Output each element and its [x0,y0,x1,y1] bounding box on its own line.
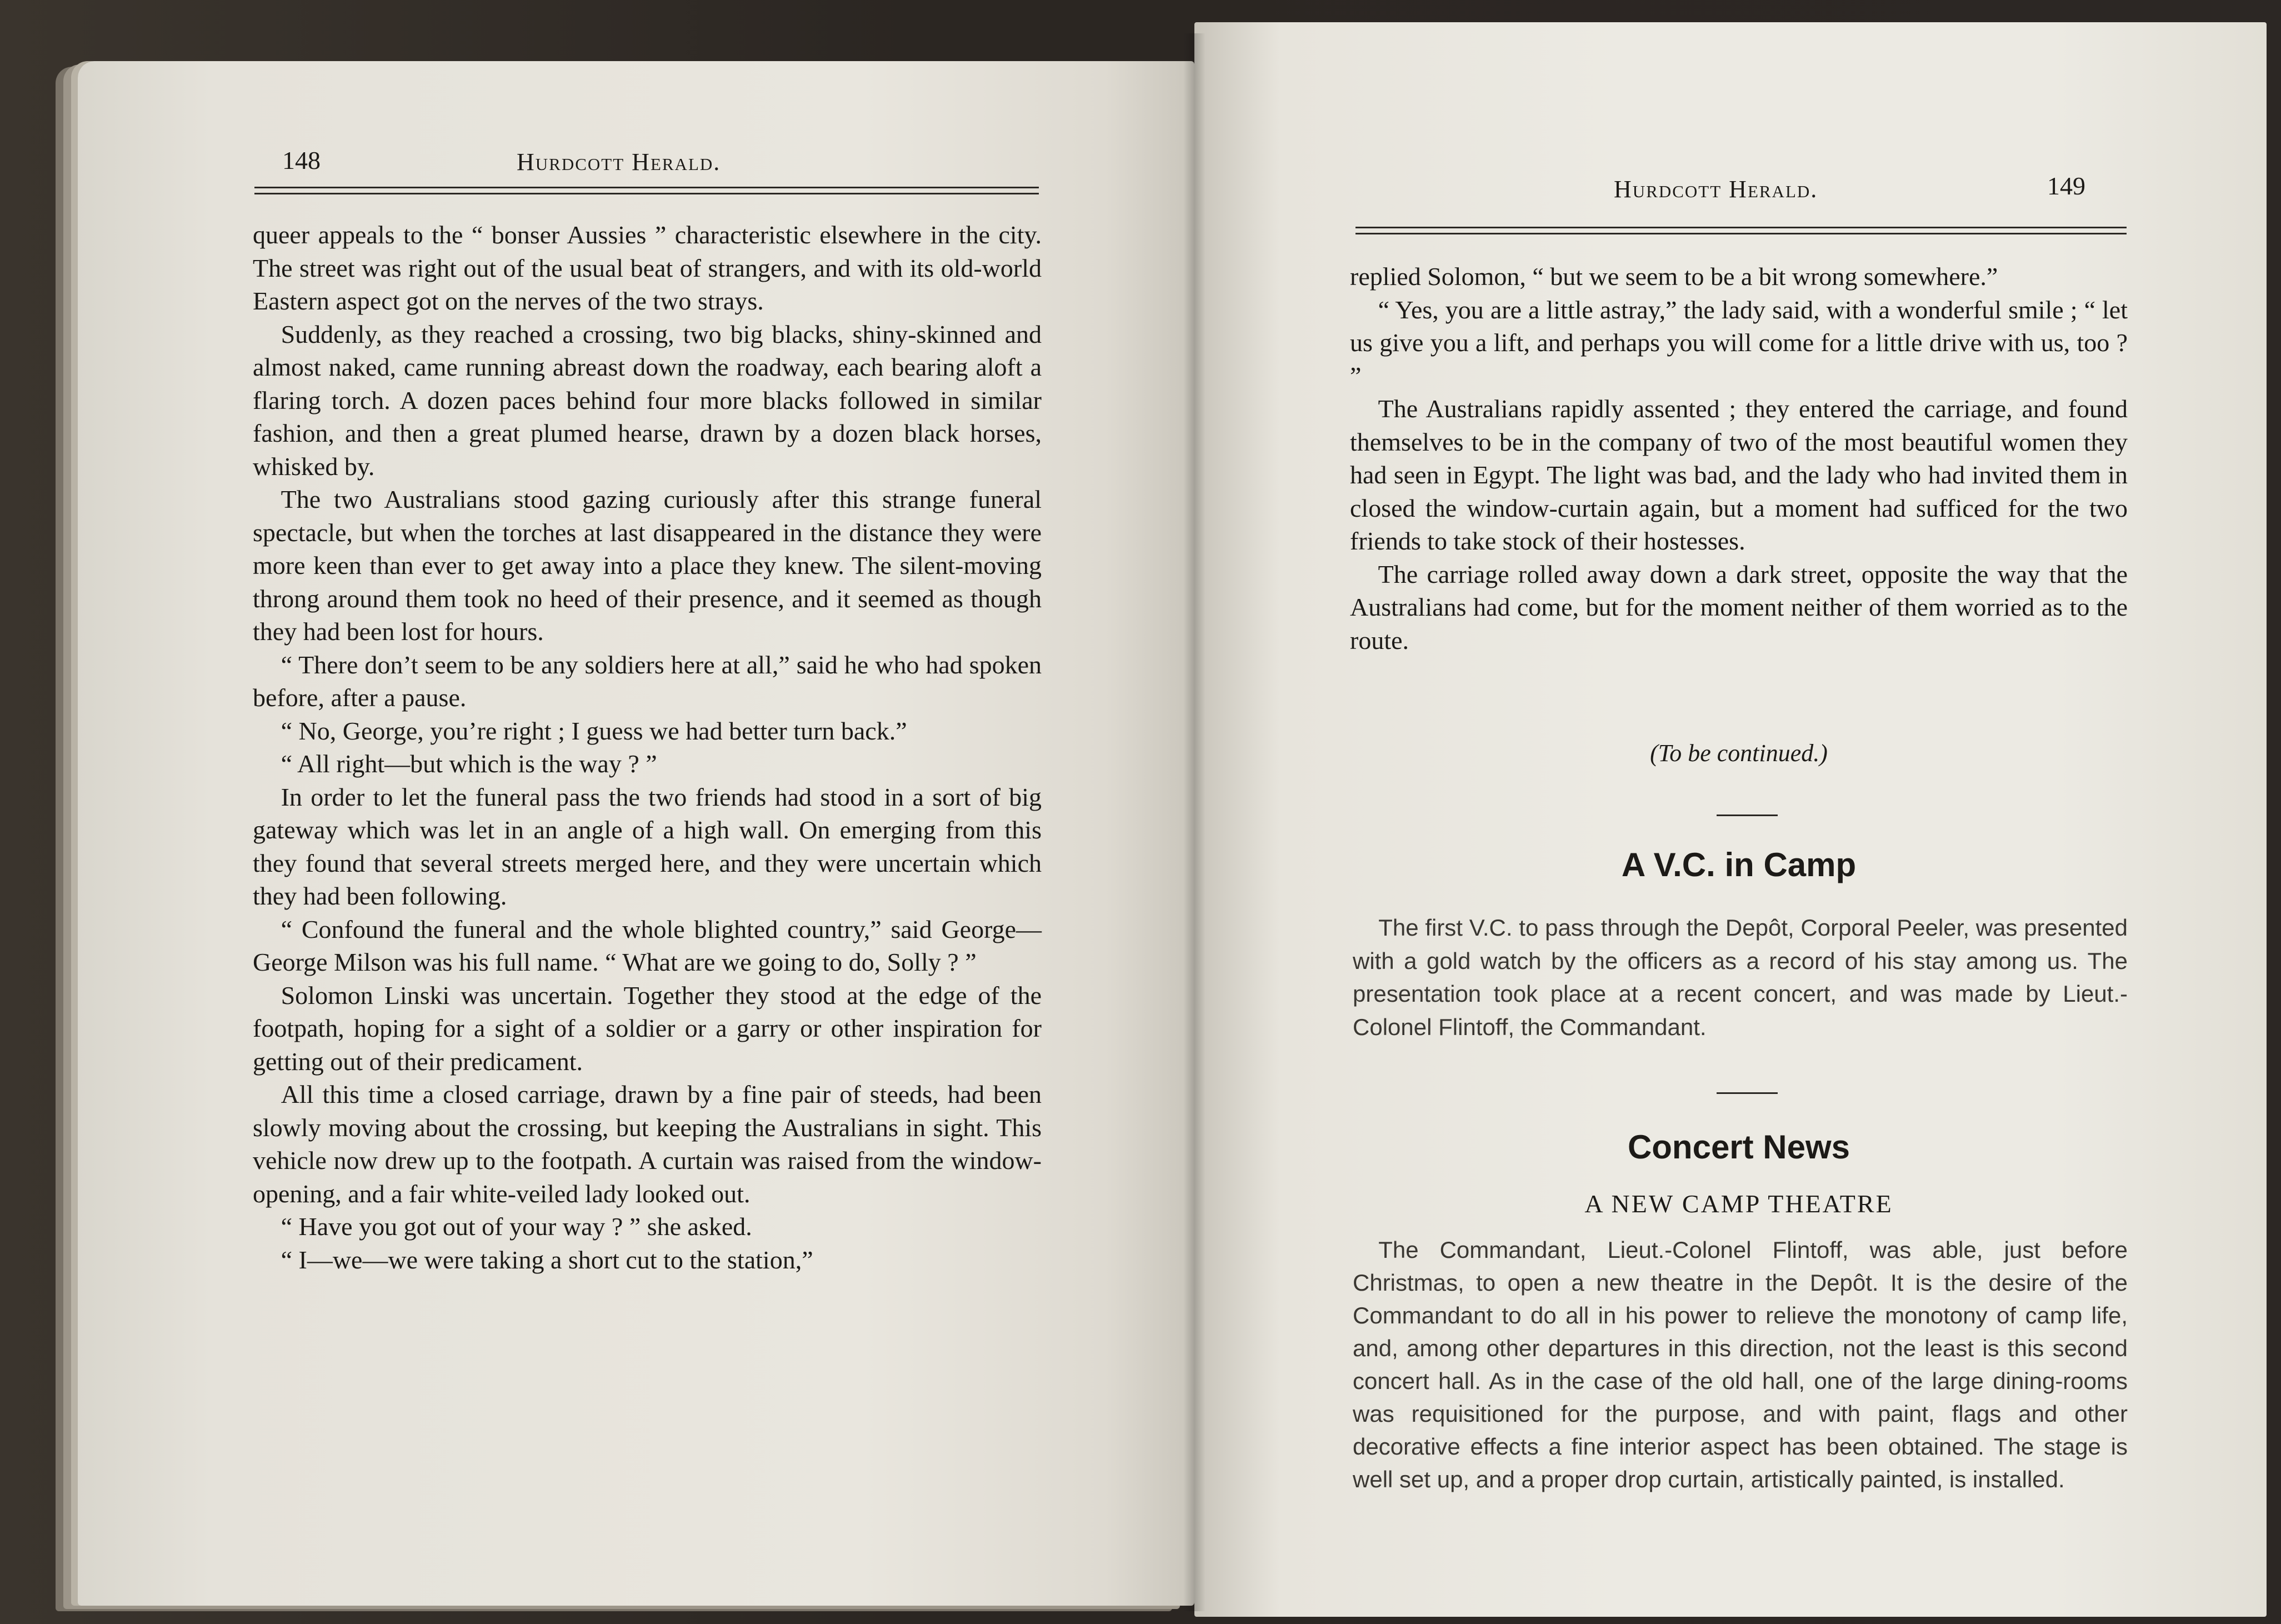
paragraph: The Australians rapidly assented ; they entered the carriage, and found themselves to be in the company of two of the most beautiful women they had seen in Egypt. The light was bad, and the lady who had invited them in closed the window-curtain again, but a moment had sufficed for the two friends to take stock of their hostesses. [1350,394,2128,555]
paragraph: replied Solomon, “ but we seem to be a bit wrong somewhere.” [1350,262,1998,291]
left-page-number: 148 [282,146,321,174]
concert-headline: Concert News [1627,1128,1850,1166]
paragraph: “ I—we—we were taking a short cut to the station,” [281,1245,813,1274]
concert-subhead: A NEW CAMP THEATRE [1584,1190,1893,1218]
paragraph: “ Confound the funeral and the whole blighted country,” said George—George Milson was his full name. “ What are we going to do, Solly ? ” [253,915,1042,976]
right-article-column [1350,260,2128,657]
right-running-head: Hurdcott Herald. [1614,176,1818,203]
paragraph: The first V.C. to pass through the Depôt, Corporal Peeler, was presented with a gold watch by the officers as a record of his stay among us. The presentation took place at a recent concert, and was made by Lieut.-Colonel Flintoff, the Commandant. [1353,915,2128,1040]
paragraph: The two Australians stood gazing curiously after this strange funeral spectacle, but when the torches at last disappeared in the distance they were more keen than ever to get away into a place they knew. The silent-moving throng around them took no heed of their presence, and it seemed as though they had been lost for hours. [253,485,1042,646]
paragraph: Solomon Linski was uncertain. Together they stood at the edge of the footpath, hoping for a sight of a soldier or a garry or other inspiration for getting out of their predicament. [253,981,1042,1076]
section-divider [1717,1092,1778,1094]
paragraph: In order to let the funeral pass the two friends had stood in a sort of big gateway which was let in an angle of a high wall. On emerging from this they found that several streets merged here, and they were uncertain which they had been following. [253,782,1042,910]
paragraph: All this time a closed carriage, drawn by a fine pair of steeds, had been slowly moving about the crossing, but keeping the Australians in sight. This vehicle now drew up to the footpath. A curtain was raised from the window-opening, and a fair white-veiled lady looked out. [253,1080,1042,1208]
section-divider [1717,815,1778,816]
left-running-head: Hurdcott Herald. [517,148,721,176]
paragraph: queer appeals to the “ bonser Aussies ” characteristic elsewhere in the city. The street was right out of the usual beat of strangers, and with its old-world Eastern aspect got on the nerves of the two strays. [253,221,1042,315]
paragraph: Suddenly, as they reached a crossing, two big blacks, shiny-skinned and almost naked, came running abreast down the roadway, each bearing aloft a flaring torch. A dozen paces behind four more blacks followed in similar fashion, and then a great plumed hearse, drawn by a dozen black horses, whisked by. [253,319,1042,481]
paragraph: The Commandant, Lieut.-Colonel Flintoff, was able, just before Christmas, to open a new theatre in the Depôt. It is the desire of the Commandant to do all in his power to relieve the monotony of camp life, and, among other departures in this direction, not the least is this second concert hall. As in the case of the old hall, one of the large dining-rooms was requisitioned for the purpose, and with paint, flags and other decorative effects a fine interior aspect has been obtained. The stage is well set up, and a proper drop curtain, artistically painted, is installed. [1353,1237,2128,1492]
paragraph: “ Have you got out of your way ? ” she asked. [281,1212,752,1241]
paragraph: “ There don’t seem to be any soldiers here at all,” said he who had spoken before, after a pause. [253,650,1042,712]
book-gutter [1183,33,1205,1611]
paragraph: “ Yes, you are a little astray,” the lady said, with a wonderful smile ; “ let us give you a lift, and perhaps you will come for a little drive with us, too ? ” [1350,295,2128,390]
left-article-column [253,218,1042,1276]
vc-article-body [1353,911,2128,1043]
left-header-rule [254,187,1039,194]
right-page-number: 149 [2047,172,2085,200]
paragraph: “ All right—but which is the way ? ” [281,749,657,778]
paragraph: The carriage rolled away down a dark street, opposite the way that the Australians had come, but for the moment neither of them worried as to the route. [1350,559,2128,654]
to-be-continued: (To be continued.) [1650,739,1828,767]
vc-headline: A V.C. in Camp [1621,846,1857,883]
paragraph: “ No, George, you’re right ; I guess we had better turn back.” [281,716,907,745]
right-header-rule [1355,227,2127,234]
concert-article-body [1353,1233,2128,1496]
